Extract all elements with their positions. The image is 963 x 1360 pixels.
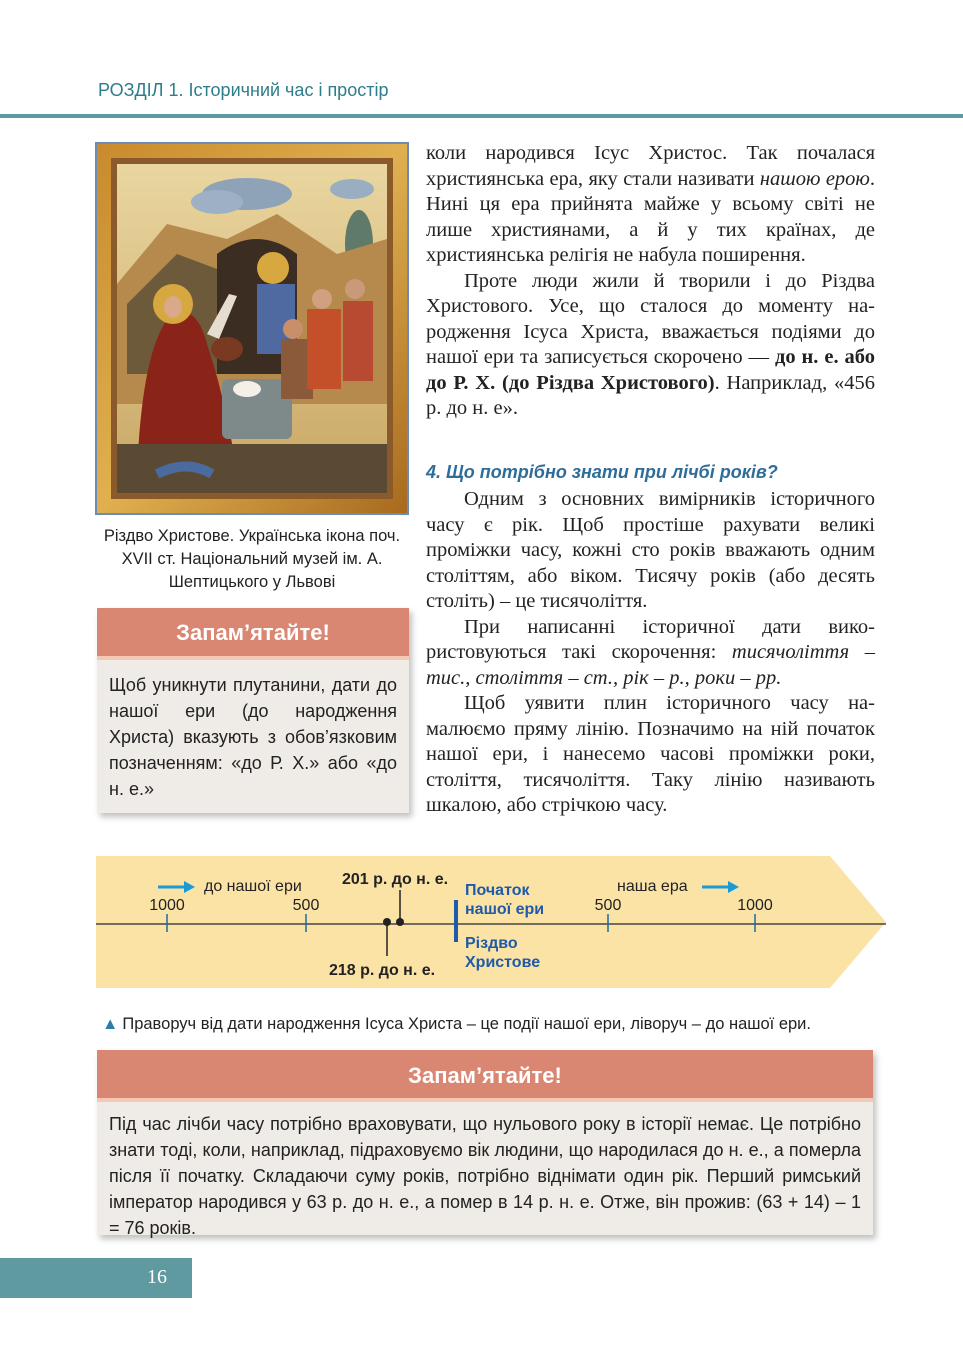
nativity-label-2: Христове bbox=[465, 954, 541, 971]
paragraph-4: При написанні історичної дати використовуються такі скорочення: тисячоліття – тис., століття – ст., рік – р., роки – рр. bbox=[426, 615, 875, 689]
paragraph-5: Щоб уявити плин історичного часу намалюємо пряму лінію. Позначимо на ній початок нашої ери, і нанесемо часові проміжки роки, століття, тисячоліття. Таку лінію називають шкалою, або стрічкою часу. bbox=[426, 692, 875, 816]
timeline-svg bbox=[96, 856, 886, 988]
reminder-box-2 bbox=[97, 1050, 873, 1238]
event-201-label: 201 р. до н. е. bbox=[342, 871, 449, 888]
paragraph-2: Проте люди жили й творили і до Різдва Христового. Усе, що сталося до моменту народження Ісуса Христа, вважається подіями до нашої ери та записується скорочено — до н. е. або до Р. Х. (до Різдва Христового). Наприклад, «456 р. до н. е». bbox=[426, 269, 875, 419]
paragraph-1: коли народився Ісус Христос. Так почалася християнська ера, яку стали називати нашою ерою. Нині ця ера прийнята майже у всьому світі не лише християнами, а й у тих країнах, де християнська релігія не набула поширення. bbox=[426, 142, 875, 266]
reminder-2-title: Запам’ятайте! bbox=[97, 1050, 873, 1102]
era-start-label-2: нашої ери bbox=[465, 901, 545, 918]
ce-label: наша ера bbox=[617, 878, 688, 895]
main-text-bottom bbox=[426, 487, 875, 819]
reminder-2-text: Під час лічби часу потрібно враховувати, що нульового року в історії немає. Це потрібно знати тоді, коли, наприклад, підраховуємо вік людини, що народилася до н. е., а померла після її початку. Складаючи суму років, потрібно віднімати один рік. Перший римський імператор народився у 63 р. до н. е., а помер в 14 р. н. е. Отже, він прожив: (63 + 14) – 1 = 76 років. bbox=[109, 1114, 861, 1238]
reminder-box-1 bbox=[97, 608, 409, 813]
reminder-1-title: Запам’ятайте! bbox=[97, 608, 409, 660]
bce-label: до нашої ери bbox=[204, 878, 302, 895]
nativity-label-1: Різдво bbox=[465, 935, 518, 952]
tick-label-bce-1000: 1000 bbox=[149, 897, 185, 914]
tick-label-ce-1000: 1000 bbox=[737, 897, 773, 914]
header-divider bbox=[0, 114, 963, 118]
paragraph-3: Одним з основних вимірників історичного часу є рік. Щоб простіше рахувати великі проміжки часу, кожні сто років вважають одним століттям, або віком. Тисячу років (або десять століть) – це тисячоліття. bbox=[426, 488, 875, 612]
event-218-dot bbox=[383, 918, 391, 926]
timeline-diagram bbox=[96, 856, 886, 988]
event-218-label: 218 р. до н. е. bbox=[329, 962, 436, 979]
timeline-caption: ▲ Праворуч від дати народження Ісуса Христа – це події нашої ери, ліворуч – до нашої ери. bbox=[102, 1015, 811, 1033]
main-text-top bbox=[426, 141, 875, 422]
nativity-icon-image bbox=[95, 142, 409, 515]
event-201-dot bbox=[396, 918, 404, 926]
nativity-icon-painting bbox=[97, 144, 407, 513]
section-4-heading: 4. Що потрібно знати при лічбі років? bbox=[426, 462, 778, 482]
tick-label-ce-500: 500 bbox=[594, 897, 622, 914]
reminder-1-text: Щоб уникнути плутанини, дати до нашої ери (до народження Христа) вказують з обов’язковим позначенням: «до Р. Х.» або «до н. е.» bbox=[109, 675, 397, 799]
page-number: 16 bbox=[147, 1266, 167, 1288]
section-header: РОЗДІЛ 1. Історичний час і простір bbox=[98, 80, 389, 100]
tick-label-bce-500: 500 bbox=[292, 897, 320, 914]
triangle-up-icon: ▲ bbox=[102, 1015, 119, 1033]
era-start-label-1: Початок bbox=[465, 882, 530, 899]
illustration-caption: Різдво Христове. Українська ікона поч. XVII ст. Національний музей ім. А. Шептицького у Львові bbox=[103, 527, 401, 591]
